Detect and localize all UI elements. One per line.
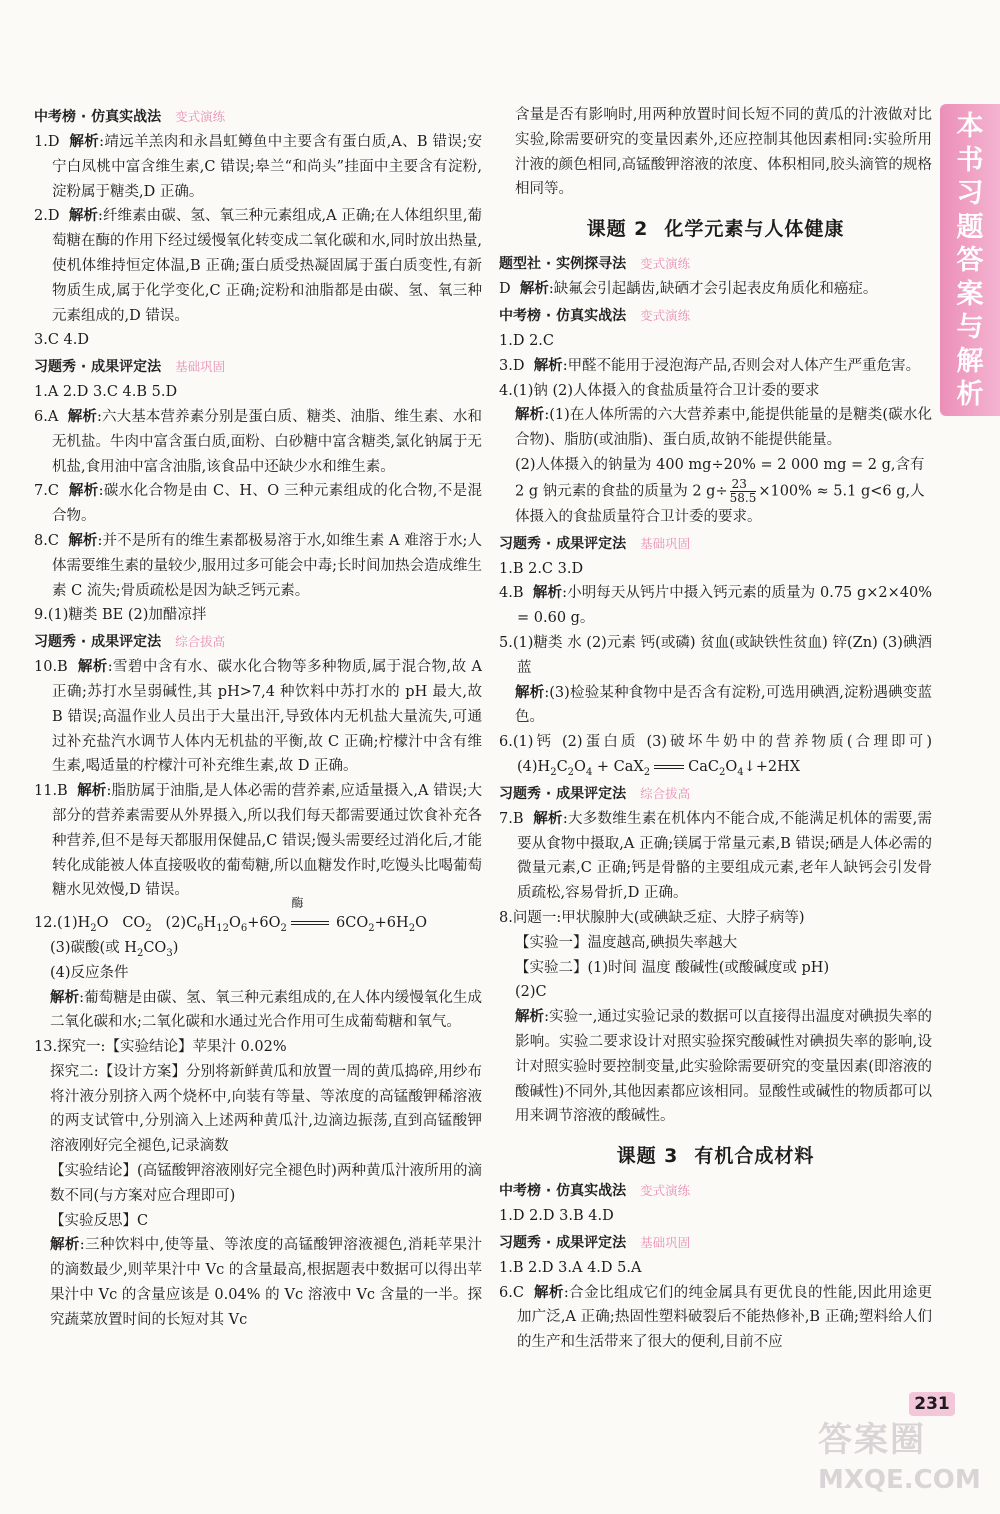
answer-5-analysis <box>499 681 932 731</box>
answer-8-line: 【实验二】(1)时间 温度 酸碱性(或酸碱度或 pH) <box>515 959 830 976</box>
section-title: 中考榜 · 仿真实战法 <box>34 109 162 125</box>
answers-1-2: 1.D 2.C <box>499 332 554 349</box>
analysis-text: :雪碧中含有水、碳水化合物等多种物质,属于混合物,故 A 正确;苏打水呈弱碱性,其 pH>7,4 种饮料中苏打水的 pH 最大,故 B 错误;高温作业人员出于大量出汗,导致体内无机盐大量流失,可通过补充盐汽水调节人体内无机盐的平衡,故 C 正确;柠檬汁中含有维生素,喝适量的柠檬汁可补充维生素,故 D 正确。 <box>52 659 483 775</box>
section-tag: 变式演练 <box>640 307 691 323</box>
section-title: 习题秀 · 成果评定法 <box>34 634 162 651</box>
enzyme-label: 酶 <box>291 896 304 911</box>
answer-13-line: 13.探究一:【实验结论】苹果汁 0.02% <box>34 1039 287 1056</box>
lesson-name: 化学元素与人体健康 <box>664 218 845 241</box>
reaction-arrow <box>291 896 331 936</box>
analysis-label: 解析 <box>69 133 100 150</box>
analysis-label: 解析 <box>534 1283 564 1301</box>
answer-number: D <box>499 281 511 298</box>
section-header <box>499 782 932 806</box>
answer-number: 1.D <box>34 134 60 150</box>
analysis-fraction-line <box>499 478 932 505</box>
section-title: 习题秀 · 成果评定法 <box>34 359 162 376</box>
section-tag: 综合拔高 <box>640 785 691 801</box>
section-header <box>499 252 932 276</box>
fraction-numerator: 23 <box>730 478 757 492</box>
analysis-text: :(3)检验某种食物中是否含有淀粉,可选用碘酒,淀粉遇碘变蓝色。 <box>515 684 933 726</box>
formula-text: CaC <box>688 758 719 775</box>
section-header <box>499 1231 932 1255</box>
answer-12-3: (3)碳酸(或 $H_2CO_3$) <box>50 939 179 959</box>
analysis-text: :六大基本营养素分别是蛋白质、糖类、油脂、维生素、水和无机盐。牛肉中富含蛋白质,面粉、白砂糖中富含糖类,氯化钠属于无机盐,食用油中富含油脂,该食品中还缺少水和维生素。 <box>52 408 483 475</box>
answers-1-5: 1.B 2.D 3.A 4.D 5.A <box>499 1259 642 1276</box>
answer-8-line: (2)C <box>515 984 547 1001</box>
answer-11 <box>34 779 482 903</box>
left-column <box>34 103 482 1333</box>
section-title: 习题秀 · 成果评定法 <box>499 535 627 552</box>
analysis-label: 解析 <box>519 280 549 298</box>
formula-text: O <box>574 758 586 775</box>
answer-9: 9.(1)糖类 BE (2)加醋凉拌 <box>34 607 207 624</box>
section-title: 中考榜 · 仿真实战法 <box>499 1183 627 1200</box>
analysis-text: 2 g 钠元素的食盐的质量为 2 g÷ <box>515 483 728 500</box>
formula-text: + CaX <box>592 758 644 775</box>
answers-1-4: 1.D 2.D 3.B 4.D <box>499 1208 614 1225</box>
answer-8-line: 【实验一】温度越高,碘损失率越大 <box>515 934 738 951</box>
watermark-line: MXQE.COM <box>818 1465 981 1495</box>
formula-text: (3)碳酸(或 H <box>50 939 137 956</box>
answer-13-analysis <box>34 1233 482 1332</box>
answer-1 <box>34 130 482 204</box>
formula-text: 12.(1)H <box>34 915 91 932</box>
lesson-title <box>499 1139 932 1173</box>
fraction-denominator: 58.5 <box>729 490 757 505</box>
side-tab <box>940 104 1000 416</box>
section-tag: 基础巩固 <box>640 1234 691 1250</box>
analysis-text: :葡萄糖是由碳、氢、氧三种元素组成的,在人体内缓慢氧化生成二氧化碳和水;二氧化碳和水通过光合作用可生成葡萄糖和氧气。 <box>50 989 482 1031</box>
lesson-title <box>499 212 932 246</box>
section-tag: 基础巩固 <box>175 359 226 375</box>
answer-number: 7.C <box>34 483 59 500</box>
answer-12-equation: $12.(1)H_2O$ $CO_2$ $(2)C_6H_{12}O_6+6O_2$ 酶 $6CO_2+6H_2O$ <box>34 896 427 934</box>
equals-sign <box>654 765 684 769</box>
analysis-text: :碳水化合物是由 C、H、O 三种元素组成的化合物,不是混合物。 <box>52 483 483 525</box>
section-header <box>34 630 482 654</box>
section-header <box>499 304 932 328</box>
answer-4b <box>499 581 932 631</box>
section-tag: 变式演练 <box>640 1183 691 1199</box>
formula-text: ↓+2HX <box>743 758 801 775</box>
answer-number: 7.B <box>499 810 524 827</box>
analysis-text: :合金比组成它们的纯金属具有更优良的性能,因此用途更加广泛,A 正确;热固性塑料破裂后不能热修补,B 正确;塑料给人们的生产和生活带来了很大的便利,目前不应 <box>517 1284 933 1351</box>
analysis-label: 解析 <box>77 782 107 800</box>
answer-6c <box>499 1281 932 1355</box>
watermark-line: 答案圈 <box>818 1420 926 1460</box>
answer-5: 5.(1)糖类 水 (2)元素 钙(或磷) 贫血(或缺铁性贫血) 锌(Zn) (3)碘酒 蓝 <box>499 634 932 676</box>
analysis-text: 体摄入的食盐质量符合卫计委的要求。 <box>515 508 762 525</box>
answer-number: 6.C <box>499 1284 524 1301</box>
analysis-text: :三种饮料中,使等量、等浓度的高锰酸钾溶液褪色,消耗苹果汁的滴数最少,则苹果汁中 Vc 的含量最高,根据题表中数据可以得出苹果汁中 Vc 的含量应该是 0.04% 的 Vc 溶液中 Vc 含量的一半。探究蔬菜放置时间的长短对其 Vc <box>50 1237 482 1328</box>
answer-number: 8.C <box>34 532 59 549</box>
section-tag: 变式演练 <box>175 109 226 124</box>
answer-number: 6.A <box>34 408 59 425</box>
answer-13-line: 【实验结论】(高锰酸钾溶液刚好完全褪色时)两种黄瓜汁液所用的滴数不同(与方案对应合理即可) <box>50 1163 482 1204</box>
answers-1-3: 1.B 2.C 3.D <box>499 560 584 577</box>
analysis-label: 解析 <box>50 988 80 1006</box>
answer-8-line: 8.问题一:甲状腺肿大(或碘缺乏症、大脖子病等) <box>499 909 805 926</box>
analysis-text: :甲醛不能用于浸泡海产品,否则会对人体产生严重危害。 <box>562 357 921 374</box>
answer-number: 11.B <box>34 783 68 800</box>
section-title: 习题秀 · 成果评定法 <box>499 785 627 802</box>
analysis-text: :大多数维生素在机体内不能合成,不能满足机体的需要,需要从食物中摄取,A 正确;镁属于常量元素,B 错误;硒是人体必需的微量元素,C 正确;钙是骨骼的主要组成元素,老年人缺钙会引发骨质疏松,容易骨折,D 正确。 <box>517 810 932 902</box>
section-header <box>499 532 932 556</box>
answer-12-analysis <box>34 986 482 1036</box>
analysis-label: 解析 <box>515 1008 545 1026</box>
answer-number: 3.D <box>499 357 525 374</box>
analysis-label: 解析 <box>68 482 99 500</box>
answer-2 <box>34 204 482 328</box>
answers-3-4: 3.C 4.D <box>34 332 89 349</box>
lesson-number: 课题 2 <box>586 218 649 241</box>
answer-8 <box>34 529 482 603</box>
analysis-text: :并不是所有的维生素都极易溶于水,如维生素 A 难溶于水;人体需要维生素的量较少,服用过多可能会中毒;长时间加热会造成维生素 C 流失;骨质疏松是因为缺乏钙元素。 <box>52 532 483 599</box>
answer-10 <box>34 655 482 779</box>
answer-4-analysis <box>499 403 932 453</box>
answer-13-line: 【实验反思】C <box>50 1212 149 1229</box>
analysis-label: 解析 <box>68 531 98 549</box>
continued-text: 含量是否有影响时,用两种放置时间长短不同的黄瓜的汁液做对比实验,除需要研究的变量因素外,还应控制其他因素相同:实验所用汁液的颜色相同,高锰酸钾溶液的浓度、体积相同,胶头滴管的规格相同等。 <box>515 107 932 198</box>
section-title: 习题秀 · 成果评定法 <box>499 1234 627 1251</box>
side-tab-label: 本 书 习 题 答 案 与 解 析 <box>956 111 984 410</box>
analysis-text: ×100% ≈ 5.1 g<6 g,人 <box>758 483 925 500</box>
analysis-label: 解析 <box>77 658 108 676</box>
analysis-label: 解析 <box>50 1236 80 1254</box>
answer-number: 2.D <box>34 208 60 225</box>
answer-12-4: (4)反应条件 <box>50 964 129 981</box>
fraction <box>730 478 757 505</box>
analysis-label: 解析 <box>515 683 545 701</box>
answer-number: 10.B <box>34 659 68 676</box>
analysis-text: :(1)在人体所需的六大营养素中,能提供能量的是糖类(碳水化合物)、脂肪(或油脂)、蛋白质,故钠不能提供能量。 <box>515 407 932 449</box>
section-tag: 综合拔高 <box>175 634 226 650</box>
formula-text: 6.(1)钙 (2)蛋白质 (3)破坏牛奶中的营养物质(合理即可) (4)H <box>499 734 932 775</box>
answer-6: 6.(1)钙 (2)蛋白质 (3)破坏牛奶中的营养物质(合理即可) $(4)H_2C_2O_4 + CaX_2$ $CaC_2O_4↓+2HX$ <box>499 734 932 778</box>
analysis-label: 解析 <box>68 207 98 225</box>
lesson-number: 课题 3 <box>616 1145 679 1168</box>
analysis-label: 解析 <box>533 809 563 827</box>
analysis-text: :实验一,通过实验记录的数据可以直接得出温度对碘损失率的影响。实验二要求设计对照实验探究酸碱性对碘损失率的影响,设计对照实验时要控制变量,此实验除需要研究的变量因素(即溶液的酸碱性)不同外,其他因素都应该相同。显酸性或碱性的物质都可以用来调节溶液的酸碱性。 <box>515 1009 932 1125</box>
analysis-text: :缺氟会引起龋齿,缺硒才会引起表皮角质化和癌症。 <box>548 281 878 298</box>
section-tag: 基础巩固 <box>640 535 691 551</box>
answer-3 <box>499 354 932 379</box>
answer-4: 4.(1)钠 (2)人体摄入的食盐质量符合卫计委的要求 <box>499 382 820 399</box>
analysis-text: :脂肪属于油脂,是人体必需的营养素,应适量摄入,A 错误;大部分的营养素需要从外界摄入,所以我们每天都需要通过饮食补充各种营养,但不是每天都服用保健品,C 错误;馒头需要经过消化后,才能转化成能被人体直接吸收的葡萄糖,所以血糖发作时,吃馒头比喝葡萄糖水见效慢,D 错误。 <box>52 783 482 899</box>
watermark-logo <box>818 1418 996 1510</box>
page-number: 231 <box>909 1392 955 1416</box>
analysis-label: 解析 <box>515 406 545 424</box>
answer-7 <box>34 479 482 529</box>
answer-7 <box>499 807 932 906</box>
lesson-name: 有机合成材料 <box>694 1145 815 1168</box>
analysis-label: 解析 <box>67 407 98 425</box>
analysis-text: (2)人体摄入的钠量为 400 mg÷20% = 2 000 mg = 2 g,含有 <box>515 456 925 473</box>
analysis-label: 解析 <box>533 356 563 374</box>
section-header <box>34 105 482 129</box>
right-column <box>499 103 932 1355</box>
section-title: 题型社 · 实例探寻法 <box>499 256 627 273</box>
answer-number: 4.B <box>499 585 524 602</box>
analysis-text: :靖远羊羔肉和永昌虹鳟鱼中主要含有蛋白质,A、B 错误;安宁白凤桃中富含维生素,C 错误;皋兰“和尚头”挂面中主要含有淀粉,淀粉属于糖类,D 正确。 <box>52 134 483 200</box>
answer-8-analysis <box>499 1005 932 1129</box>
section-header <box>34 355 482 379</box>
analysis-text: :小明每天从钙片中摄入钙元素的质量为 0.75 g×2×40% = 0.60 g。 <box>517 585 933 627</box>
answers-1-5: 1.A 2.D 3.C 4.B 5.D <box>34 384 178 401</box>
answer-6 <box>34 405 482 479</box>
section-title: 中考榜 · 仿真实战法 <box>499 307 627 324</box>
analysis-text: :纤维素由碳、氢、氧三种元素组成,A 正确;在人体组织里,葡萄糖在酶的作用下经过缓慢氧化转变成二氧化碳和水,同时放出热量,使机体维持恒定体温,B 正确;蛋白质受热凝固属于蛋白质变性,有新物质生成,属于化学变化,C 正确;淀粉和油脂都是由碳、氢、氧三种元素组成的,D 错误。 <box>52 208 483 324</box>
analysis-label: 解析 <box>532 584 563 602</box>
section-header <box>499 1179 932 1203</box>
formula-text: O <box>725 758 738 775</box>
section-tag: 变式演练 <box>640 256 691 272</box>
answer-13-line: 探究二:【设计方案】分别将新鲜黄瓜和放置一周的黄瓜捣碎,用纱布将汁液分别挤入两个烧杯中,向装有等量、等浓度的高锰酸钾稀溶液的两支试管中,分别滴入上述两种黄瓜汁,边滴边振荡,直到高锰酸钾溶液刚好完全褪色,记录滴数 <box>50 1063 482 1155</box>
example-answer <box>499 277 932 302</box>
